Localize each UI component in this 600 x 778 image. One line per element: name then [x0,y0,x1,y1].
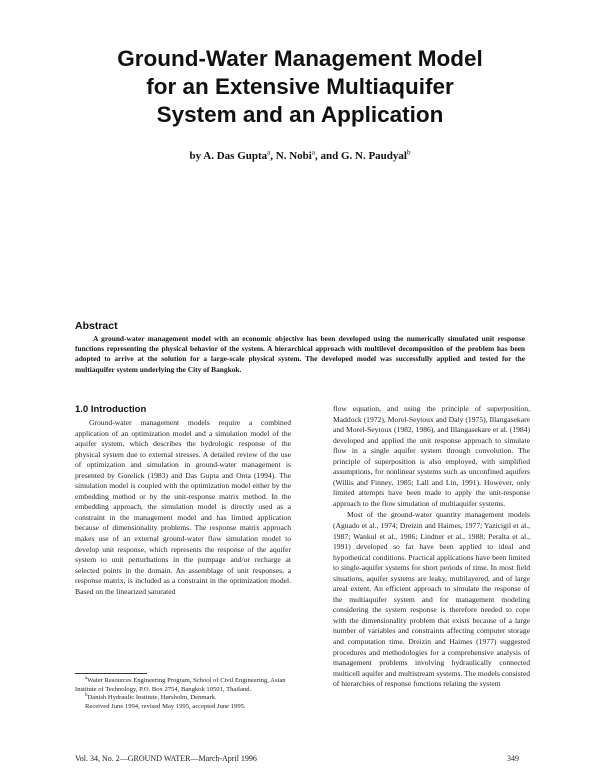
abstract-heading: Abstract [75,320,118,332]
received-dates: Received June 1994, revised May 1995, accepted June 1995. [85,702,246,710]
author-prefix: by [189,150,202,162]
footnote-a-mark: a [85,675,88,681]
author-3: G. N. Paudyal [340,150,407,162]
right-column [333,404,530,691]
page-number: 349 [507,754,519,763]
title-line-1: Ground-Water Management Model [117,46,483,71]
author-1: A. Das Gupta [203,150,268,162]
author-line: by A. Das Gupta$^a$, N. Nobi$^a$, and G. N. Paudyal$^b$ [189,148,411,162]
footnote-a [75,677,291,694]
title-line-3: System and an Application [156,102,444,127]
author-2-mark: a [311,148,315,157]
journal-footer: Vol. 34, No. 2—GROUND WATER—March-April 1996 [75,754,257,763]
abstract-text: A ground-water management model with an economic objective has been developed using the numerically simulated unit response functions representing the physical behavior of the system. A hierarchical approach with multilevel decomposition of the problem has been adopted to arrive at the solution for a large-scale physical system. The developed model was successfully applied and tested for the multiaquifer system underlying the City of Bangkok. [75,334,525,374]
left-column [75,418,291,598]
right-paragraph-1: flow equation, and using the principle of superposition, Maddock (1972), Morel-Seytoux and Daly (1975), Illangasekare and Morel-Seytoux (1982, 1986), and Illangasekare et al. (1984) developed and applied the unit response approach to simulate flow in a single aquifer system through convolution. The principle of superposition is also employed, with simplified assumptions, for nonlinear systems such as unconfined aquifers (Willis and Finney, 1985; Lall and Lin, 1991). However, only limited attempts have been made to apply the unit-response approach to the flow simulation of multiaquifer systems. [333,404,530,508]
right-paragraph-2: Most of the ground-water quantity management models (Aguado et al., 1974; Dreizin and Haimes, 1977; Yazicigil et al., 1987; Wankul et al., 1986; Lindner et al., 1988; Peralta et al., 1991) developed so far have been applied to ideal and hypothetical conditions. Practical applications have been limited to single-aquifer systems for short periods of time. In most field situations, aquifer systems are leaky, multilayered, and of large areal extent. An efficient approach to simulate the response of the multiaquifer system and for management modeling considering the system response is therefore needed to cope with the dimensionality problem that exists because of a large number of variables and constraints affecting computer storage and computation time. Dreizin and Haimes (1977) suggested procedures and methodologies for a comprehensive analysis of management problems involving hydraulically connected multicell aquifer and multistream systems. The models consisted of hierarchies of response functions relating the system [333,510,530,689]
footnote-divider [75,673,147,674]
title-line-2: for an Extensive Multiaquifer [146,74,454,99]
footnote-a-text: Water Resources Engineering Program, School of Civil Engineering, Asian Institute of Technology, P.O. Box 2754, Bangkok 10501, Thailand. [75,677,286,693]
footnote-b-mark: b [85,693,88,698]
author-1-mark: a [267,148,271,157]
left-paragraph-1: Ground-water management models require a combined application of an optimization model and a simulation model of the aquifer system, which describes the hydrologic response of the physical system due to external stresses. A detailed review of the use of optimization and simulation in ground-water management is presented by Gorelick (1983) and Das Gupta and Onta (1994). The simulation model is coupled with the optimization model either by the embedding method or by the unit-response matrix method. In the embedding approach, the simulation model is directly used as a constraint in the management model and has limited application because of dimensionality problems. The response matrix approach makes use of an external ground-water flow simulation model to develop unit response, which represents the response of the aquifer system to unit perturbations in the pumpage and/or recharge at selected points in the domain. An assemblage of unit responses, a response matrix, is included as a constraint in the optimization model. Based on the linearized saturated [75,418,291,596]
paper-title [0,45,600,129]
author-2: N. Nobi [275,150,312,162]
footnote-b-text: Danish Hydraulic Institute, Hørsholm, Denmark. [87,694,217,702]
section-heading-introduction: 1.0 Introduction [75,404,147,415]
footnote-b [75,694,291,703]
author-3-mark: b [406,148,411,157]
footnotes [75,677,291,711]
